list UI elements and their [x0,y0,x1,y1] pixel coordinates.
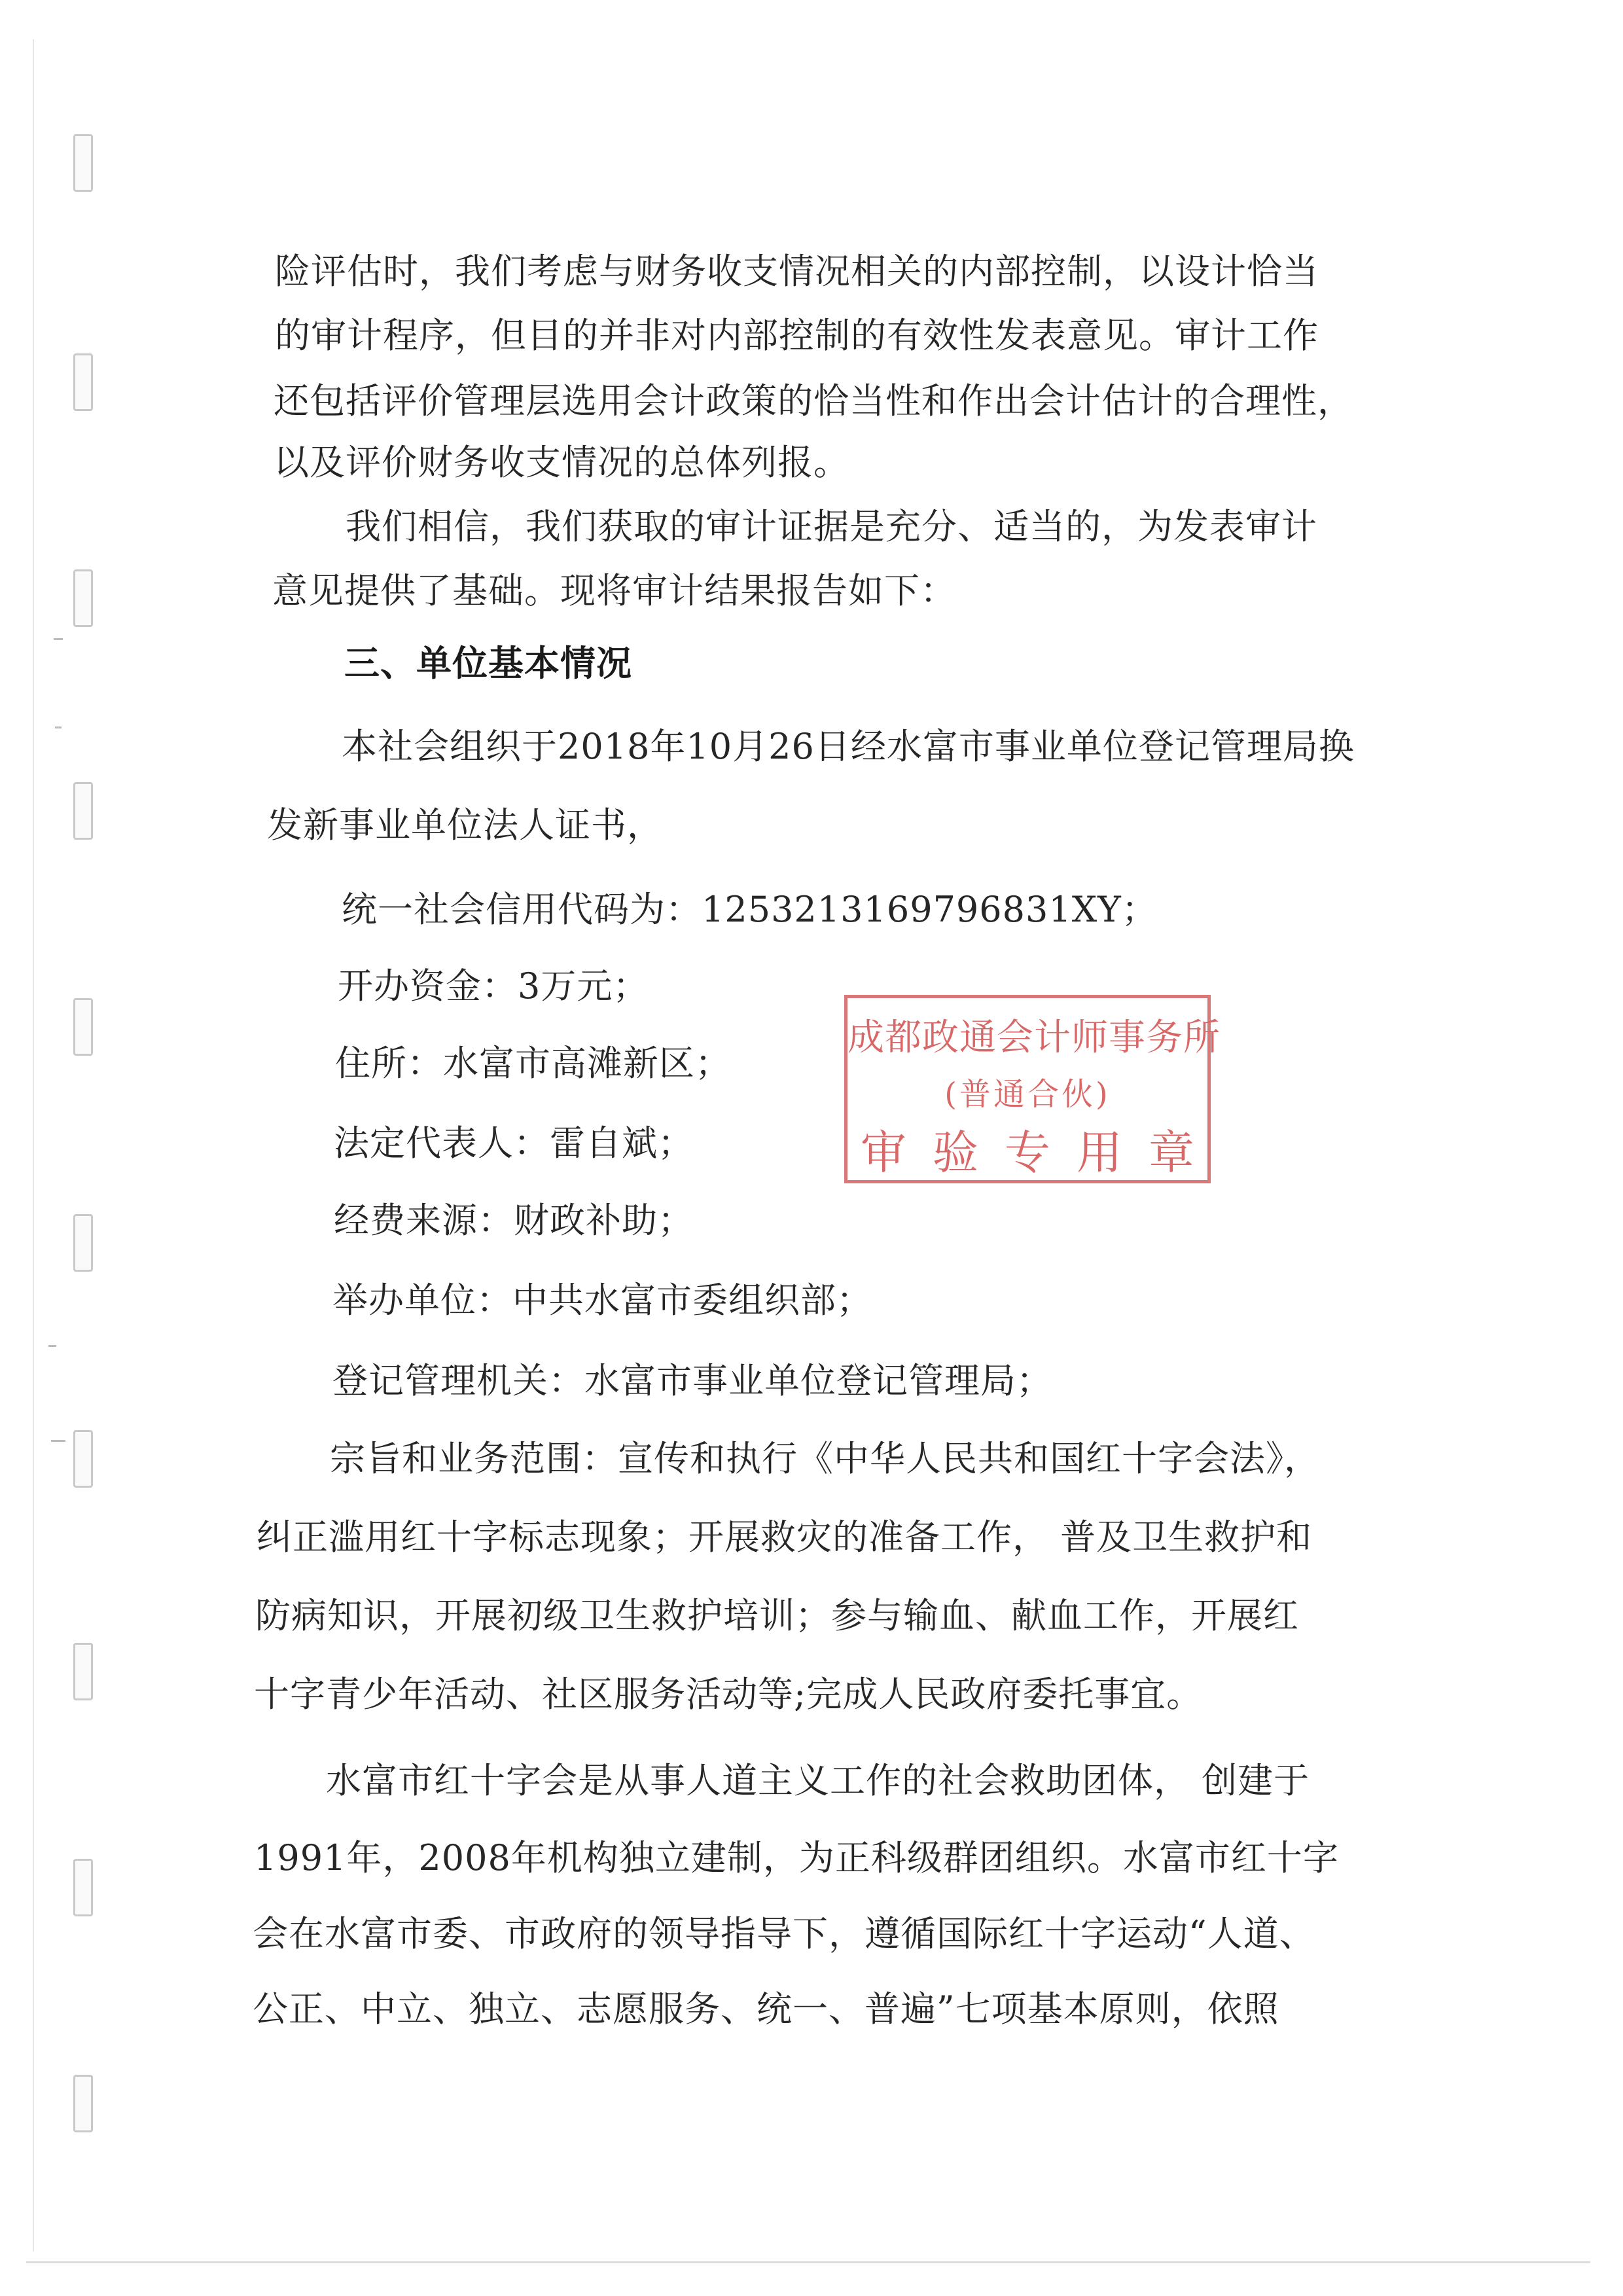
scan-mark [51,1440,65,1442]
binding-hole [73,134,93,192]
paragraph-line: 宗旨和业务范围：宣传和执行《中华人民共和国红十字会法》， [330,1438,1320,1479]
binding-hole [73,569,93,627]
paragraph-line: 1991年，2008年机构独立建制，为正科级群团组织。水富市红十字 [254,1837,1339,1878]
paragraph-line: 险评估时，我们考虑与财务收支情况相关的内部控制，以设计恰当 [275,251,1319,292]
field-line: 统一社会信用代码为：12532131697968​31XY； [342,889,1158,930]
binding-hole [73,1643,93,1700]
paragraph-line: 还包括评价管理层选用会计政策的恰当性和作出会计估计的合理性， [274,380,1353,422]
paragraph-line: 会在水富市委、市政府的领导指导下，遵循国际红十字运动“人道、 [253,1913,1315,1954]
paragraph-line: 防病知识，开展初级卫生救护培训；参与输血、献血工作，开展红 [255,1595,1299,1636]
binding-hole [73,353,93,411]
paragraph-line: 我们相信，我们获取的审计证据是充分、适当的，为发表审计 [346,506,1317,547]
paragraph-line: 十字青少年活动、社区服务活动等;完成人民政府委托事宜。 [254,1674,1203,1715]
seal-purpose: 审验专用章 [861,1126,1221,1179]
binding-hole [73,1214,93,1272]
field-line: 举办单位：中共水富市委组织部； [332,1280,872,1321]
field-line: 登记管理机关：水富市事业单位登记管理局； [332,1360,1052,1401]
paragraph-line: 意见提供了基础。现将审计结果报告如下： [272,570,956,611]
scan-mark [48,1345,56,1347]
binding-hole [73,998,93,1056]
binding-hole [73,1859,93,1916]
binding-hole [73,782,93,840]
paragraph-line: 本社会组织于2018年10月26日经水富市事业单位登记管理局换 [342,726,1355,767]
paragraph-line: 公正、中立、独立、志愿服务、统一、普遍”七项基本原则，依照 [253,1988,1279,2030]
binding-hole [73,2075,93,2132]
paragraph-line: 水富市红十字会是从事人道主义工作的社会救助团体， 创建于 [326,1760,1310,1801]
scan-mark [55,726,62,728]
paragraph-line: 以及评价财务收支情况的总体列报。 [274,442,849,483]
seal-partnership-type: (普通合伙) [944,1076,1111,1113]
seal-firm-name: 成都政通会计师事务所 [847,1016,1221,1059]
paragraph-line: 发新事业单位法人证书， [267,804,663,846]
field-line: 住所：水富市高滩新区； [335,1043,731,1084]
section-heading: 三、单位基本情况 [344,642,632,684]
field-line: 法定代表人：雷自斌； [334,1122,694,1164]
paragraph-line: 的审计程序，但目的并非对内部控制的有效性发表意见。审计工作 [275,315,1319,356]
scan-edge-bottom [26,2261,1590,2263]
audit-seal-stamp [844,995,1221,1183]
scan-mark [54,638,63,640]
binding-hole [73,1430,93,1488]
paragraph-line: 纠正滥用红十字标志现象；开展救灾的准备工作， 普及卫生救护和 [257,1516,1313,1558]
field-line: 开办资金：3万元； [338,965,649,1007]
field-line: 经费来源：财政补助； [334,1200,694,1241]
scan-edge-left [33,39,34,2251]
